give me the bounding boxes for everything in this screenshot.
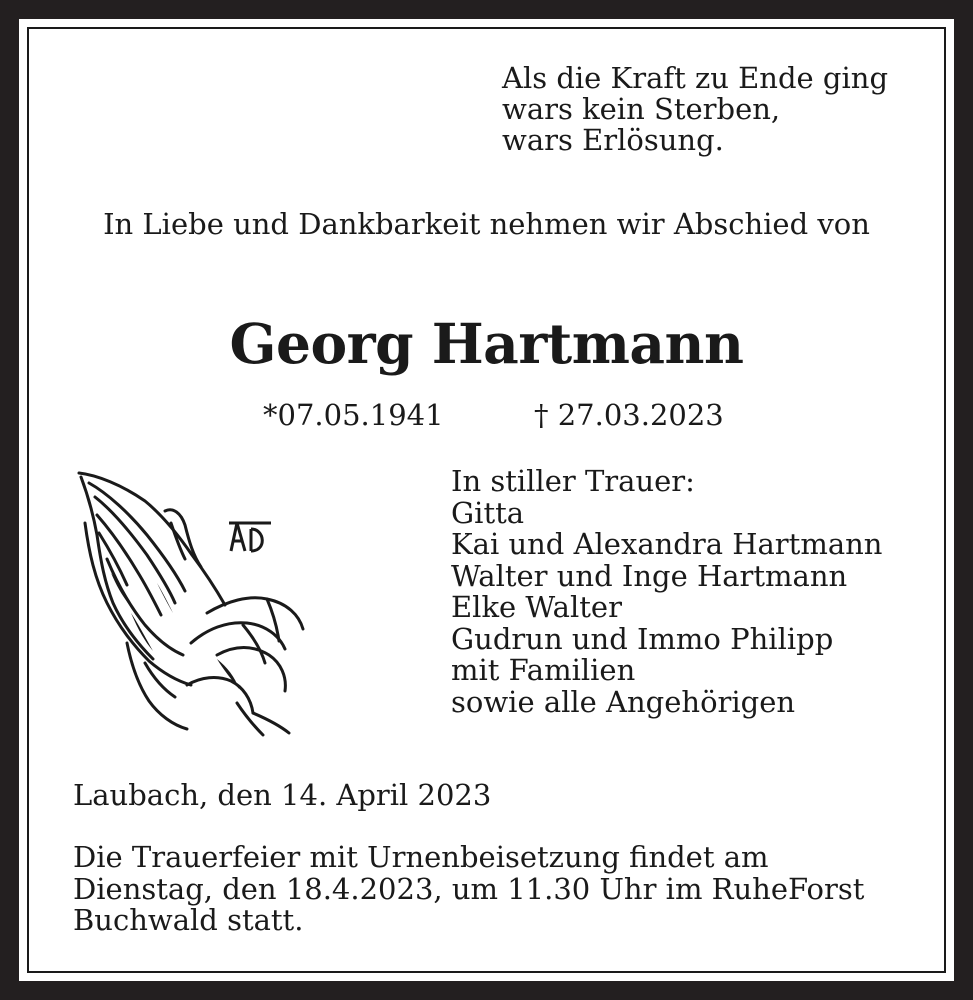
service-line: Dienstag, den 18.4.2023, um 11.30 Uhr im RuheForst bbox=[73, 871, 865, 906]
praying-hands-icon bbox=[67, 463, 307, 738]
service-info bbox=[73, 842, 864, 937]
poem bbox=[502, 63, 888, 156]
mourner-name: Gitta bbox=[451, 495, 525, 530]
intro-text: In Liebe und Dankbarkeit nehmen wir Abschied von bbox=[103, 207, 870, 241]
service-line: Buchwald statt. bbox=[73, 903, 304, 937]
deceased-name: Georg Hartmann bbox=[229, 311, 744, 376]
mourners-list bbox=[451, 466, 882, 718]
mourner-name: Gudrun und Immo Philipp bbox=[451, 621, 834, 656]
poem-line: Als die Kraft zu Ende ging bbox=[502, 61, 889, 95]
poem-line: wars kein Sterben, bbox=[502, 92, 781, 126]
poem-line: wars Erlösung. bbox=[502, 123, 724, 157]
mourner-name: Elke Walter bbox=[451, 590, 622, 624]
obituary-notice bbox=[19, 19, 954, 981]
mourner-name: Kai und Alexandra Hartmann bbox=[451, 527, 883, 561]
mourner-name: Walter und Inge Hartmann bbox=[451, 558, 848, 593]
mourners-heading: In stiller Trauer: bbox=[451, 464, 695, 498]
mourner-name: mit Familien bbox=[451, 653, 636, 687]
death-date: † 27.03.2023 bbox=[534, 398, 724, 432]
birth-date: *07.05.1941 bbox=[263, 398, 444, 432]
mourner-name: sowie alle Angehörigen bbox=[451, 684, 796, 719]
place-date: Laubach, den 14. April 2023 bbox=[73, 778, 492, 812]
service-line: Die Trauerfeier mit Urnenbeisetzung findet am bbox=[73, 840, 769, 874]
